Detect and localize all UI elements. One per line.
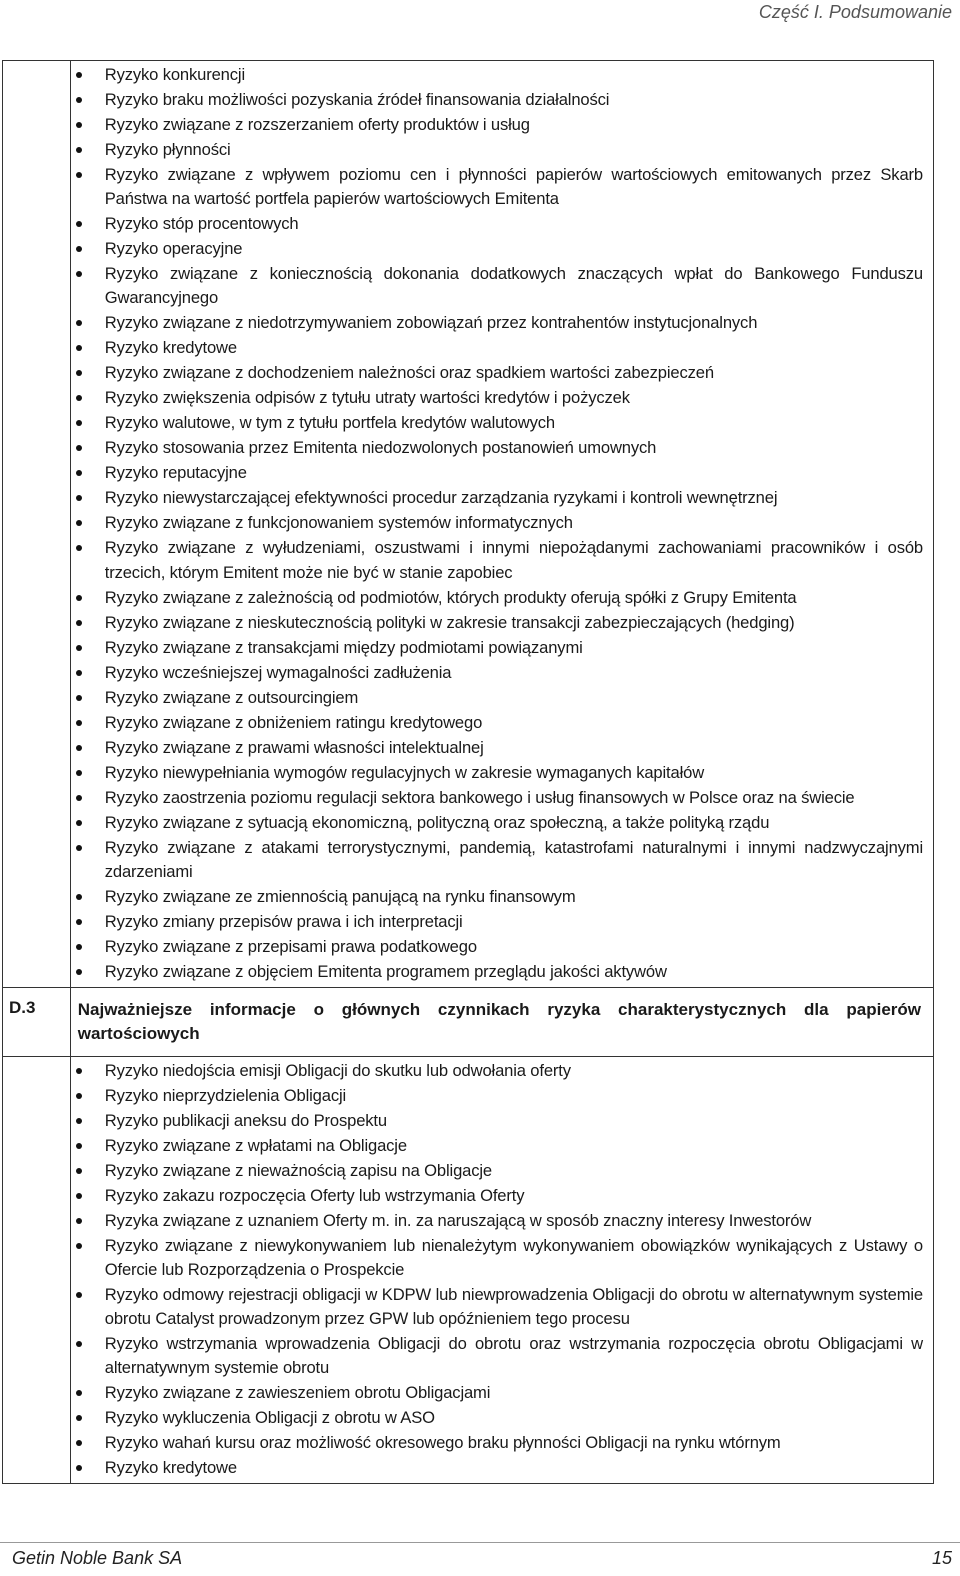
risk-list-item: Ryzyko związane z transakcjami między podmiotami powiązanymi: [105, 636, 923, 660]
risk-list-item: Ryzyko wcześniejszej wymagalności zadłużenia: [105, 661, 923, 685]
risk-list-item: Ryzyko odmowy rejestracji obligacji w KDPW lub niewprowadzenia Obligacji do obrotu w alternatywnym systemie obrotu Catalyst prowadzonym przez GPW lub opóźnieniem tego procesu: [105, 1283, 923, 1331]
empty-id-cell: [3, 1056, 71, 1484]
risk-list-item: Ryzyko związane z objęciem Emitenta programem przeglądu jakości aktywów: [105, 960, 923, 984]
page-header-section: Część I. Podsumowanie: [758, 2, 952, 22]
section-id: D.3: [3, 987, 71, 1056]
footer-company: Getin Noble Bank SA: [12, 1548, 183, 1568]
row-d3-header: [3, 987, 934, 1056]
risk-list-item: Ryzyko związane ze zmiennością panującą na rynku finansowym: [105, 885, 923, 909]
risk-list-item: Ryzyko wahań kursu oraz możliwość okresowego braku płynności Obligacji na rynku wtórnym: [105, 1431, 923, 1455]
row-securities-risks: [3, 1056, 934, 1484]
risk-list-item: Ryzyko zwiększenia odpisów z tytułu utraty wartości kredytów i pożyczek: [105, 386, 923, 410]
risk-list-item: Ryzyko niedojścia emisji Obligacji do skutku lub odwołania oferty: [105, 1059, 923, 1083]
risk-list-item: Ryzyko operacyjne: [105, 237, 923, 261]
risk-list-item: Ryzyko związane z sytuacją ekonomiczną, polityczną oraz społeczną, a także polityką rządu: [105, 811, 923, 835]
risk-list-item: Ryzyko konkurencji: [105, 63, 923, 87]
risk-list-item: Ryzyko związane z dochodzeniem należności oraz spadkiem wartości zabezpieczeń: [105, 361, 923, 385]
empty-id-cell: [3, 61, 71, 988]
risk-list-item: Ryzyko związane z atakami terrorystycznymi, pandemią, katastrofami naturalnymi i innymi nadzwyczajnymi zdarzeniami: [105, 836, 923, 884]
risk-list-item: Ryzyka związane z uznaniem Oferty m. in. za naruszającą w sposób znaczny interesy Inwestorów: [105, 1209, 923, 1233]
risk-list-item: Ryzyko związane z obniżeniem ratingu kredytowego: [105, 711, 923, 735]
risk-list-item: Ryzyko związane z wpływem poziomu cen i płynności papierów wartościowych emitowanych przez Skarb Państwa na wartość portfela papierów wartościowych Emitenta: [105, 163, 923, 211]
risk-list-item: Ryzyko związane z outsourcingiem: [105, 686, 923, 710]
securities-risk-list: [71, 1057, 933, 1484]
risk-list-item: Ryzyko wykluczenia Obligacji z obrotu w ASO: [105, 1406, 923, 1430]
risk-list-item: Ryzyko stóp procentowych: [105, 212, 923, 236]
footer-divider: [0, 1542, 960, 1543]
risk-list-item: Ryzyko braku możliwości pozyskania źródeł finansowania działalności: [105, 88, 923, 112]
risk-list-item: Ryzyko związane z wpłatami na Obligacje: [105, 1134, 923, 1158]
risk-list-item: Ryzyko związane z niewykonywaniem lub nienależytym wykonywaniem obowiązków wynikających z Ustawy o Ofercie lub Rozporządzenia o Prospekcie: [105, 1234, 923, 1282]
footer-page-number: 15: [931, 1548, 952, 1568]
risk-list-item: Ryzyko zakazu rozpoczęcia Oferty lub wstrzymania Oferty: [105, 1184, 923, 1208]
risk-list-item: Ryzyko związane z prawami własności intelektualnej: [105, 736, 923, 760]
risk-list-item: Ryzyko nieprzydzielenia Obligacji: [105, 1084, 923, 1108]
risk-list-item: Ryzyko związane z zależnością od podmiotów, których produkty oferują spółki z Grupy Emitenta: [105, 586, 923, 610]
risk-list-item: Ryzyko zaostrzenia poziomu regulacji sektora bankowego i usług finansowych w Polsce oraz na świecie: [105, 786, 923, 810]
section-title: Najważniejsze informacje o głównych czynnikach ryzyka charakterystycznych dla papierów wartościowych: [70, 987, 933, 1056]
risk-summary-table: [2, 60, 934, 1484]
risk-list-item: Ryzyko kredytowe: [105, 1456, 923, 1480]
risk-list-item: Ryzyko niewystarczającej efektywności procedur zarządzania ryzykami i kontroli wewnętrznej: [105, 486, 923, 510]
risk-list-item: Ryzyko związane z niedotrzymywaniem zobowiązań przez kontrahentów instytucjonalnych: [105, 311, 923, 335]
risk-list-item: Ryzyko zmiany przepisów prawa i ich interpretacji: [105, 910, 923, 934]
risk-list-item: Ryzyko związane z zawieszeniem obrotu Obligacjami: [105, 1381, 923, 1405]
risk-list-item: Ryzyko związane z przepisami prawa podatkowego: [105, 935, 923, 959]
risk-list-item: Ryzyko kredytowe: [105, 336, 923, 360]
risk-list-item: Ryzyko płynności: [105, 138, 923, 162]
risk-list-item: Ryzyko związane z rozszerzaniem oferty produktów i usług: [105, 113, 923, 137]
risk-list-item: Ryzyko publikacji aneksu do Prospektu: [105, 1109, 923, 1133]
row-issuer-risks: [3, 61, 934, 988]
risk-list-item: Ryzyko związane z nieskutecznością polityki w zakresie transakcji zabezpieczających (hedging): [105, 611, 923, 635]
risk-list-item: Ryzyko związane z koniecznością dokonania dodatkowych znaczących wpłat do Bankowego Funduszu Gwarancyjnego: [105, 262, 923, 310]
risk-list-item: Ryzyko związane z wyłudzeniami, oszustwami i innymi niepożądanymi zachowaniami pracowników i osób trzecich, którym Emitent może nie być w stanie zapobiec: [105, 536, 923, 584]
risk-list-item: Ryzyko związane z funkcjonowaniem systemów informatycznych: [105, 511, 923, 535]
risk-list-item: Ryzyko walutowe, w tym z tytułu portfela kredytów walutowych: [105, 411, 923, 435]
risk-list-item: Ryzyko stosowania przez Emitenta niedozwolonych postanowień umownych: [105, 436, 923, 460]
risk-list-item: Ryzyko niewypełniania wymogów regulacyjnych w zakresie wymaganych kapitałów: [105, 761, 923, 785]
risk-list-item: Ryzyko reputacyjne: [105, 461, 923, 485]
issuer-risks-cell: [70, 61, 933, 988]
securities-risks-cell: [70, 1056, 933, 1484]
risk-list-item: Ryzyko związane z nieważnością zapisu na Obligacje: [105, 1159, 923, 1183]
issuer-risk-list: [71, 61, 933, 987]
risk-list-item: Ryzyko wstrzymania wprowadzenia Obligacji do obrotu oraz wstrzymania rozpoczęcia obrotu Obligacjami w alternatywnym systemie obrotu: [105, 1332, 923, 1380]
